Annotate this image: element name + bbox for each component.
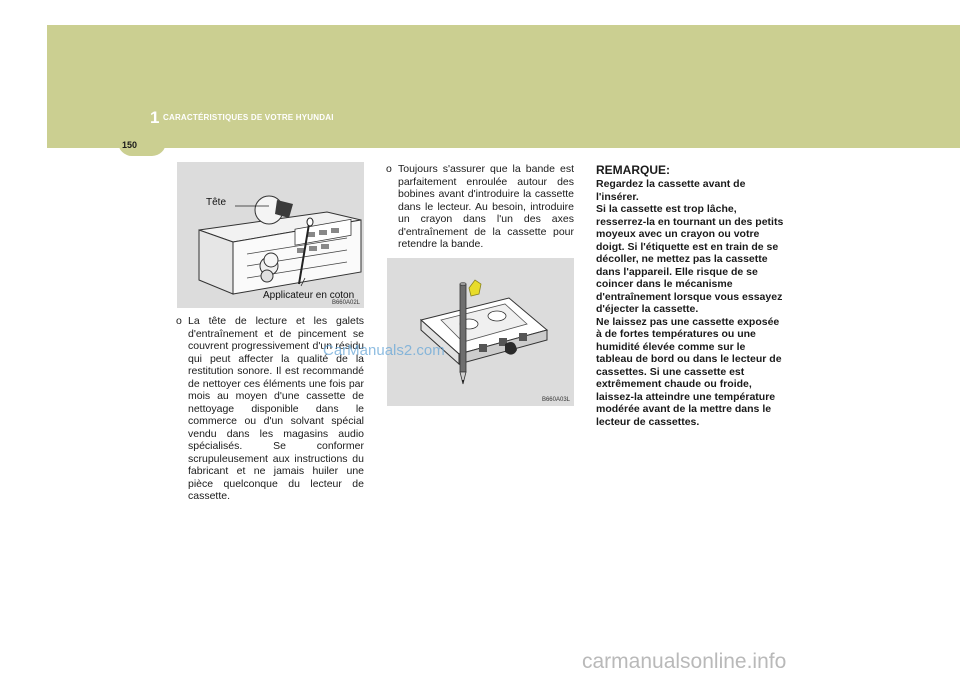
tape-paragraph: [386, 163, 574, 251]
watermark-footer: carmanualsonline.info: [582, 650, 787, 673]
cotton-swab-callout: Applicateur en coton: [263, 290, 355, 301]
note-box: [596, 163, 784, 428]
bullet-mark: o: [176, 315, 182, 327]
bullet-text: La tête de lecture et les galets d'entraînement et de pincement se couvrent progressivement d'un résidu qui peut affecter la qualité de la restitution sonore. Il est recommandé de nettoyer ces éléments une fois par mois au moyen d'une cassette de nettoyage disponible dans le commerce ou d'un solvant spécial vendu dans les magasins audio spécialisés. Se conformer scrupuleusement aux instructions du fabricant et ne jamais huiler une pièce quelconque du lecteur de cassette.: [188, 315, 364, 502]
cassette-pencil-figure: [387, 258, 574, 406]
note-body: Regardez la cassette avant de l'insérer. Si la cassette est trop lâche, resserrez-la en tournant un des petits moyeux avec un crayon ou votre doigt. Si l'étiquette est en train de se décoller, ne mettez pas la cassette dans l'appareil. Elle risque de se coincer dans le mécanisme d'entraînement lorsque vous essayez d'éjecter la cassette. Ne laissez pas une cassette exposée à de fortes températures ou une humidité élevée comme sur le tableau de bord ou dans le lecteur de cassettes. Si une cassette est extrêmement chaude ou froide, laissez-la atteindre une température modérée avant de la mettre dans le lecteur de cassettes.: [596, 178, 784, 428]
figure-code: B660A02L: [331, 300, 360, 306]
note-title: REMARQUE:: [596, 163, 670, 177]
bullet-item: [386, 163, 574, 251]
page-number: 150: [122, 140, 138, 150]
cassette-player-illustration: [177, 162, 364, 308]
cassette-player-figure: [177, 162, 364, 308]
header-band: [47, 25, 960, 148]
chapter-title: CARACTÉRISTIQUES DE VOTRE HYUNDAI: [163, 113, 334, 122]
watermark-middle: CarManuals2.com: [323, 342, 445, 359]
cassette-pencil-illustration: [387, 258, 574, 406]
bullet-mark: o: [386, 163, 392, 175]
bullet-text: Toujours s'assurer que la bande est parfaitement enroulée autour des bobines avant d'introduire la cassette dans le lecteur. Au besoin, introduire un crayon dans l'un des axes d'entraînement de la cassette pour retendre la bande.: [398, 163, 574, 250]
chapter-number: 1: [150, 108, 160, 127]
head-callout: Tête: [206, 197, 227, 208]
figure-code: B660A03L: [541, 397, 570, 403]
